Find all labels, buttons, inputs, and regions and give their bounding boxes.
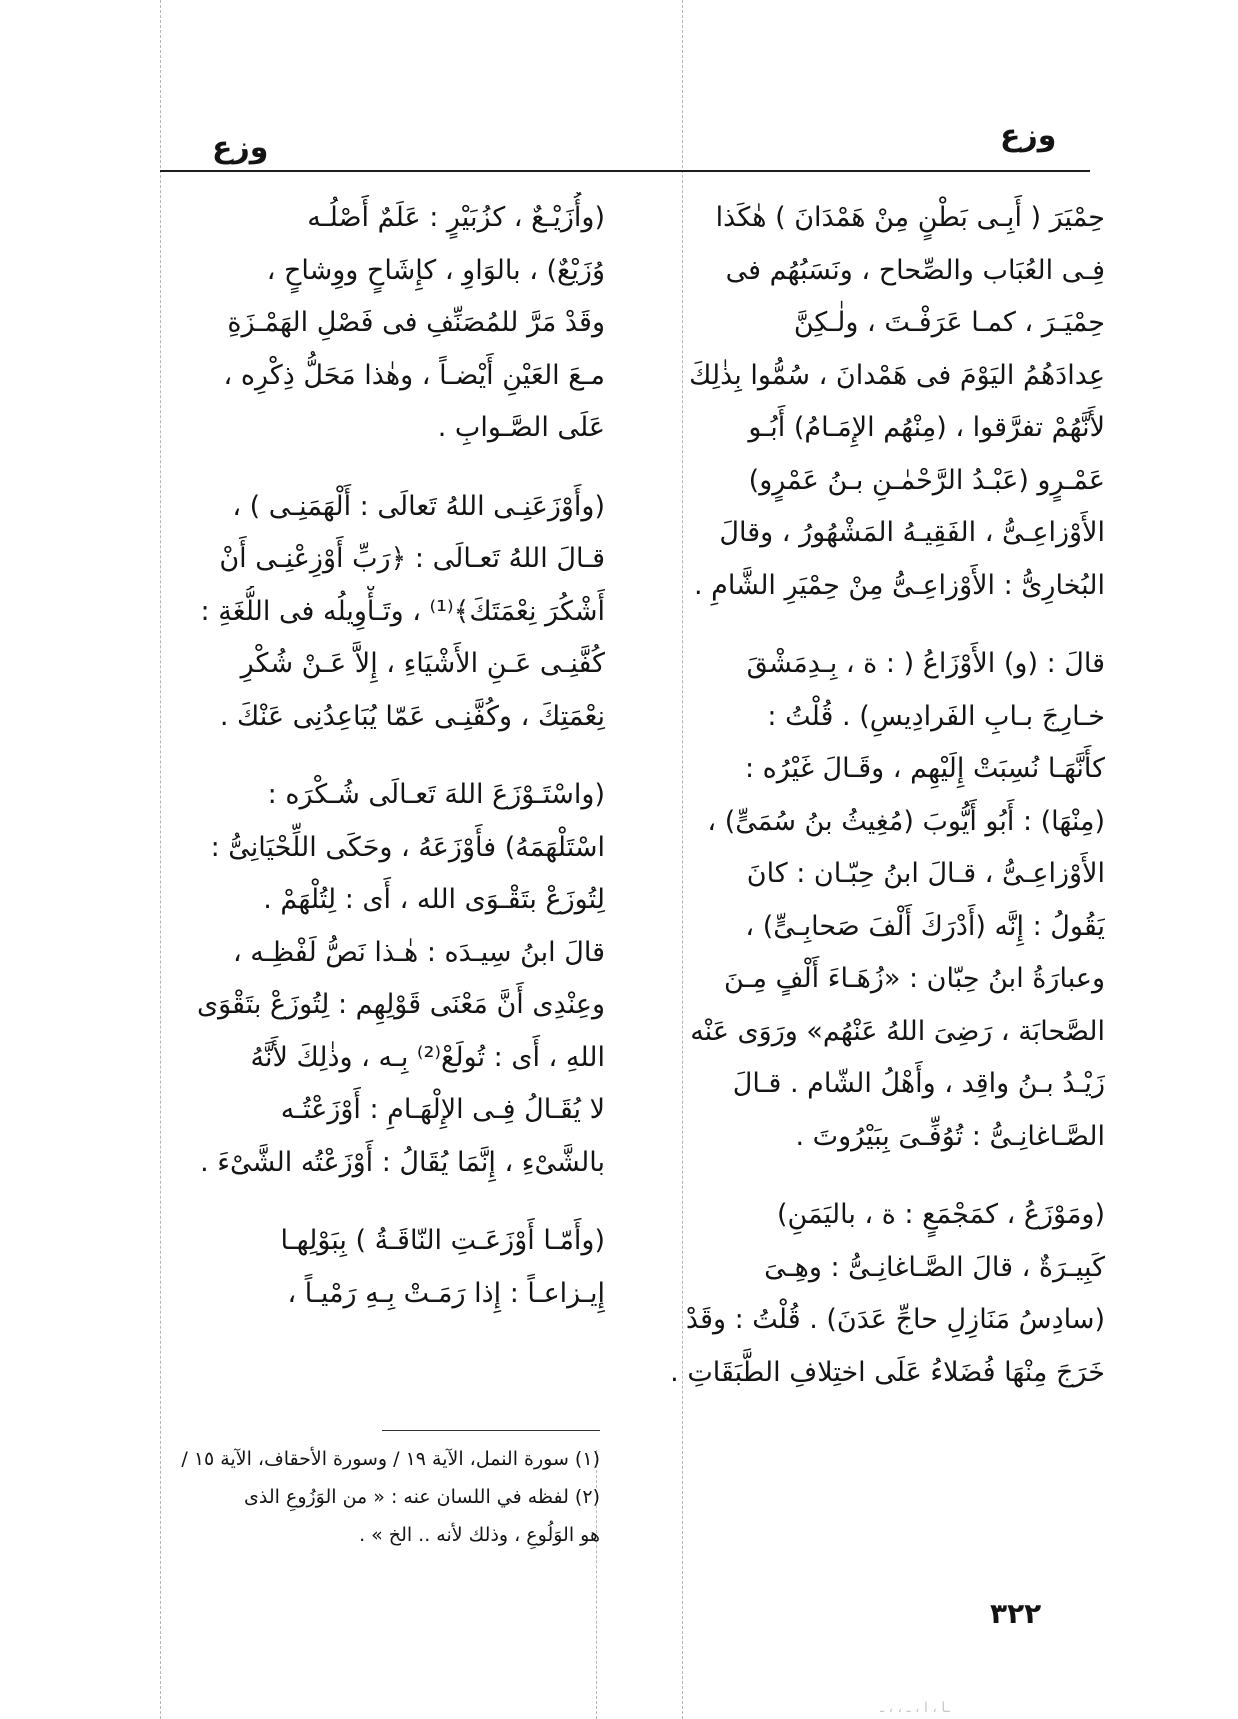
text-line: كأَنَّهَـا نُسِبَتْ إِلَيْهِم ، وقَـالَ غَيْرُه : — [744, 753, 1105, 784]
footnote-line: (٢) لفظه في اللسان عنه : « من الوَزُوعِ الذى — [244, 1486, 600, 1508]
running-header-left: وزع — [212, 130, 269, 165]
text-line: حِمْيَـرَ ، كمـا عَرَفْـتَ ، ولٰـكِنَّ — [793, 307, 1105, 338]
text-line: وقَدْ مَرَّ للمُصَنِّفِ فى فَصْلِ الهَمْـزَةِ — [227, 307, 605, 338]
page-number: ٣٢٢ — [990, 1597, 1042, 1630]
text-line: (وأَوْزَعَنِـى اللهُ تَعالَى : أَلْهَمَنِـى ) ، — [232, 490, 605, 522]
header-rule — [160, 170, 1090, 172]
text-line: بالشَّىْءِ ، إِنَّمَا يُقَالُ : أَوْزَعْتُه الشَّىْءَ . — [200, 1146, 605, 1178]
footnote-rule — [382, 1430, 600, 1431]
left-column — [160, 192, 605, 1320]
footnote-line: هو الوَلُوعِ ، وذلك لأنه .. الخ » . — [359, 1524, 600, 1546]
text-line: لا يُقَـالُ فِـى الإِلْهَـامِ : أَوْزَعْتُـه — [280, 1094, 605, 1125]
text-line: عَمْـرٍو (عَبْـدُ الرَّحْمٰـنِ بـنُ عَمْرٍو) — [748, 464, 1105, 496]
running-header-right: وزع — [1000, 118, 1057, 153]
text-line: زَيْـدُ بـنُ واقِد ، وأَهْلُ الشّام . قـالَ — [732, 1068, 1105, 1099]
text-line: (واسْتَـوْزَعَ اللهَ تَعـالَى شُـكْرَه : — [267, 779, 605, 810]
text-line: يَقُولُ : إِنَّه (أَدْرَكَ أَلْفَ صَحابِـىٍّ) ، — [745, 910, 1105, 942]
text-line: (وأُزَيْـعٌ ، كزُبَيْرٍ : عَلَمٌ أَصْلُـه — [307, 202, 605, 233]
text-line: وُزَيْعٌ) ، بالوَاوِ ، كإِشَاحٍ ووِشاحٍ ، — [266, 254, 605, 286]
text-line: كَبِيـرَةٌ ، قالَ الصَّـاغانِـىُّ : وهِـىَ — [764, 1251, 1105, 1283]
text-line: وعِنْدِى أَنَّ مَعْنَى قَوْلِهِم : لِتُوزَعْ بتَقْوَى — [196, 989, 605, 1020]
text-line: لِتُوزَعْ بتَقْـوَى الله ، أَى : لِتُلْهَمْ . — [263, 884, 605, 915]
text-line: لأَنَّهُمْ تفرَّقوا ، (مِنْهُم الإِمَـامُ) أَبُـو — [748, 412, 1105, 443]
text-line: وعبارَةُ ابنُ حِبّان : «زُهَـاءَ أَلْفٍ مِـنَ — [724, 963, 1105, 994]
text-line: خـارِجَ بـابِ الفَرادِيسِ) . قُلْتُ : — [767, 700, 1105, 732]
text-line: (ومَوْزَعُ ، كمَجْمَعٍ : ة ، باليَمَنِ) — [777, 1199, 1105, 1230]
text-line: إِيـزاعـاً : إِذا رَمَـتْ بِـهِ رَمْيـاً ، — [287, 1277, 605, 1309]
text-line: الأَوْزاعِـىُّ ، قـالَ ابنُ حِبّـان : كانَ — [746, 858, 1105, 889]
text-line: مـعَ العَيْنِ أَيْضـاً ، وهٰذا مَحَلُّ ذِكْرِه ، — [223, 359, 605, 391]
text-line: قـالَ اللهُ تَعـالَى : ﴿رَبِّ أَوْزِعْنِـى أَنْ — [219, 543, 605, 574]
text-line: البُخارِىُّ : الأَوْزاعِـىُّ مِنْ حِمْيَرِ الشَّامِ . — [694, 569, 1105, 601]
text-line: (وأَمّـا أَوْزَعَـتِ النّاقَـةُ ) بِبَوْلِهـا — [280, 1225, 605, 1256]
text-line: الأَوْزاعِـىُّ ، الفَقِيـهُ المَشْهُورُ ، وقالَ — [719, 517, 1105, 548]
text-line: خَرَجَ مِنْهَا فُضَلاءُ عَلَى اختِلافِ الطَّبَقَاتِ . — [670, 1356, 1105, 1388]
footnotes — [160, 1440, 600, 1554]
footnote-line: (١) سورة النمل، الآية ١٩ / وسورة الأحقاف، الآية ١٥ / — [181, 1448, 600, 1470]
text-line: فِـى العُبَاب والصِّحاح ، ونَسَبُهُم فى — [725, 254, 1105, 286]
bottom-scan-mark: ـا ، ا ، ـ ، ، ـ — [880, 1700, 950, 1716]
text-line: الصَّـاغانِـىُّ : تُوُفِّـىَ بِبَيْرُوتَ . — [795, 1120, 1105, 1152]
paragraph-gap — [160, 743, 605, 769]
text-line: أَشْكُرَ نِعْمَتَكَ﴾⁽¹⁾ ، وتَـأْوِيلُه فى اللُّغَةِ : — [200, 595, 605, 627]
text-line: قالَ : (و) الأَوْزَاعُ ( : ة ، بِـدِمَشْقَ — [746, 648, 1105, 679]
right-column — [650, 192, 1105, 1399]
text-line: اسْتَلْهَمَهُ) فأَوْزَعَهُ ، وحَكَى اللِّحْيَانِىُّ : — [210, 831, 605, 863]
text-line: عِدادَهُمُ اليَوْمَ فى هَمْدانَ ، سُمُّوا بِذٰلِكَ — [689, 359, 1105, 391]
text-line: حِمْيَرَ ( أَبِـى بَطْنٍ مِنْ هَمْدَانَ ) هٰكَذا — [715, 202, 1105, 233]
text-line: كُفَّنِـى عَـنِ الأَشْيَاءِ ، إِلاَّ عَـنْ شُكْرِ — [240, 648, 605, 679]
paragraph-gap — [160, 1189, 605, 1215]
text-line: قالَ ابنُ سِيـدَه : هٰـذا نَصُّ لَفْظِـه ، — [232, 936, 605, 968]
paragraph-gap — [160, 455, 605, 481]
text-line: (سادِسُ مَنَازِلِ حاجِّ عَدَنَ) . قُلْتُ : وقَدْ — [685, 1304, 1105, 1335]
paragraph-gap — [650, 612, 1105, 638]
text-line: (مِنْهَا) : أَبُو أَيُّوبَ (مُغِيثُ بنُ سُمَىٍّ) ، — [707, 805, 1105, 837]
text-line: عَلَى الصَّـوابِ . — [437, 412, 605, 443]
text-line: نِعْمَتِكَ ، وكُفَّنِـى عَمّا يُبَاعِدُنِى عَنْكَ . — [219, 700, 605, 732]
text-line: الصَّحابَة ، رَضِىَ اللهُ عَنْهُم» ورَوَى عَنْه — [690, 1015, 1105, 1047]
paragraph-gap — [650, 1163, 1105, 1189]
text-line: اللهِ ، أَى : تُولَعْ⁽²⁾ بِـه ، وذٰلِكَ لأَنَّهُ — [250, 1041, 605, 1073]
